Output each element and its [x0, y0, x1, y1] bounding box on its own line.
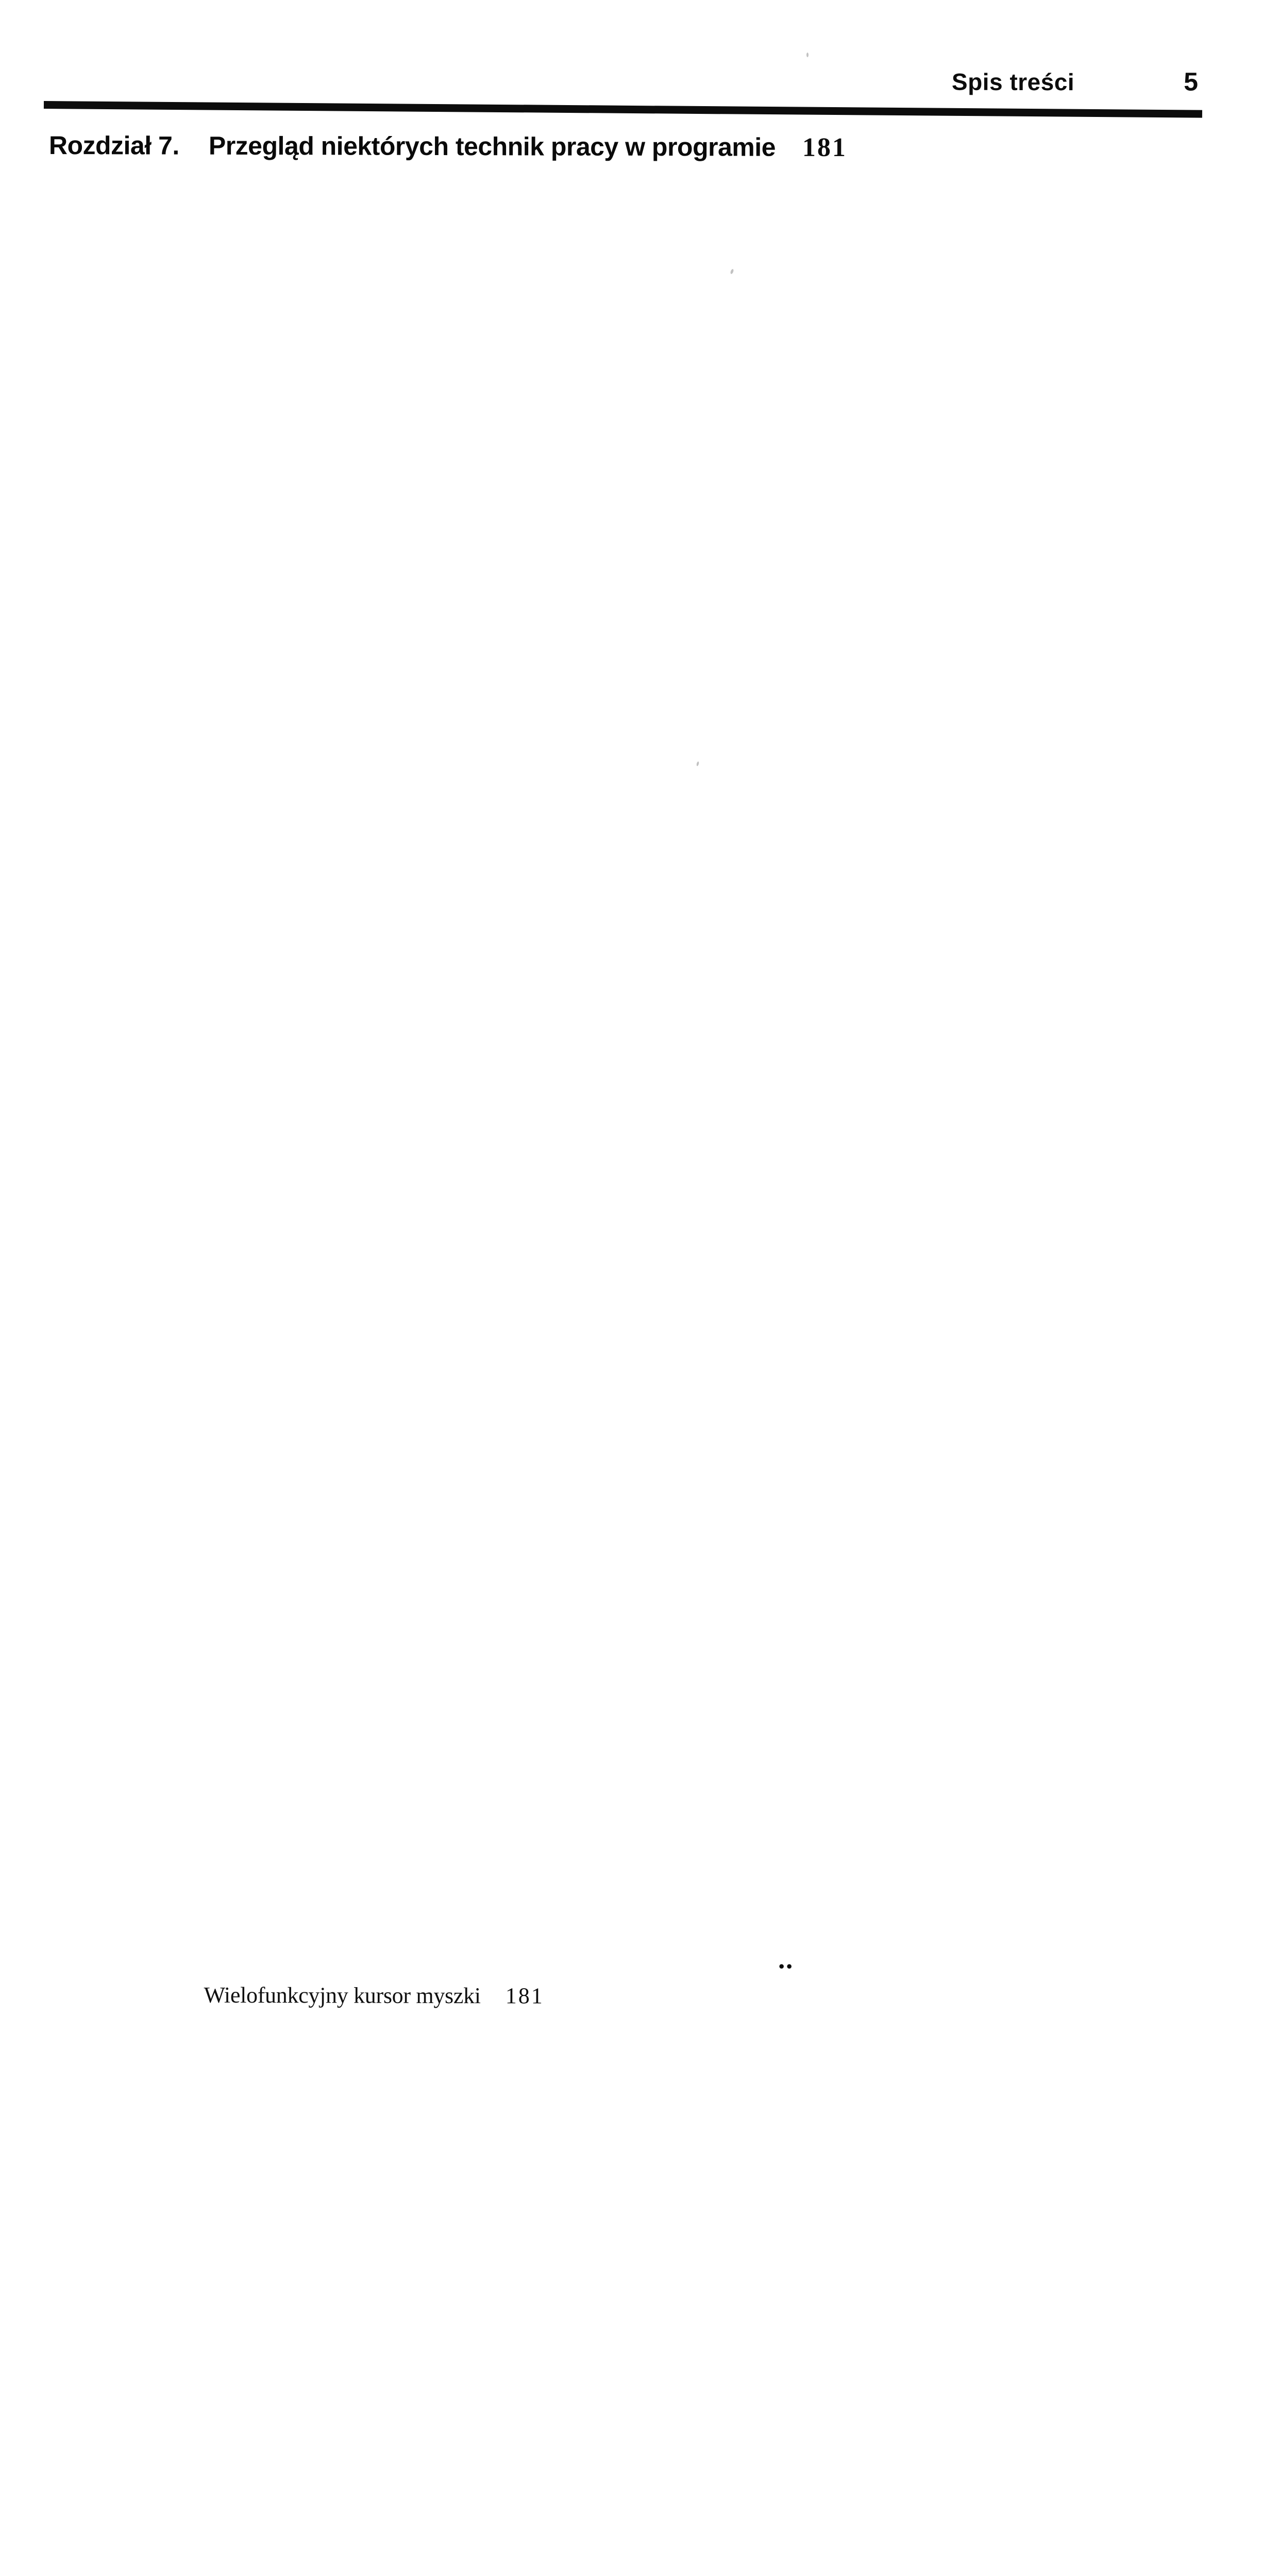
chapter-title: Przegląd niektórych technik pracy w programie	[208, 131, 776, 162]
toc-entry-row	[39, 1978, 1198, 2576]
chapter-label: Rozdział 7.	[48, 130, 179, 160]
toc-list	[0, 124, 1203, 2576]
page-title: Spis treści	[951, 68, 1075, 96]
scan-speck	[806, 53, 809, 57]
entry-title: Wielofunkcyjny kursor myszki	[204, 1982, 481, 2009]
dot-leader	[779, 1964, 793, 1969]
page-header	[49, 63, 1198, 99]
toc-chapter-row	[44, 124, 1203, 1981]
header-rule	[44, 101, 1202, 118]
header-page-number: 5	[1184, 67, 1198, 96]
chapter-page-number: 181	[798, 126, 1203, 1981]
entry-page-number: 181	[500, 1979, 1198, 2576]
